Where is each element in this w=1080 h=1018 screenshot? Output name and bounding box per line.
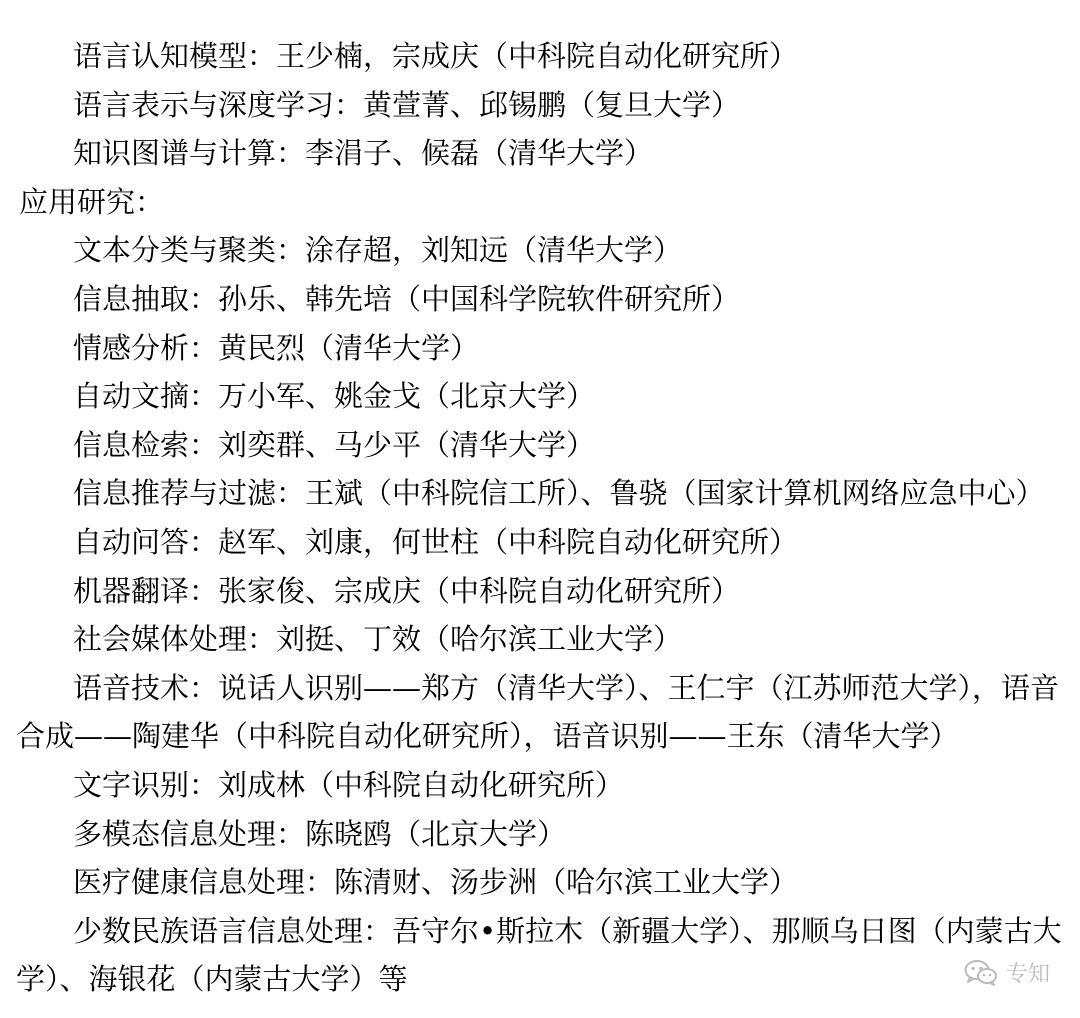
list-item-text-classification: 文本分类与聚类：涂存超，刘知远（清华大学）	[73, 233, 683, 268]
list-item-information-extraction: 信息抽取：孙乐、韩先培（中国科学院软件研究所）	[73, 281, 741, 316]
watermark-text: 专知	[1005, 962, 1050, 987]
list-item-character-recognition: 文字识别：刘成林（中科院自动化研究所）	[73, 767, 625, 802]
list-item-social-media: 社会媒体处理：刘挺、丁效（哈尔滨工业大学）	[73, 622, 683, 657]
list-item-minority-languages: 少数民族语言信息处理：吾守尔•斯拉木（新疆大学）、那顺乌日图（内蒙古大	[73, 913, 1062, 948]
list-item-multimodal: 多模态信息处理：陈晓鸥（北京大学）	[73, 816, 567, 851]
list-item-machine-translation: 机器翻译：张家俊、宗成庆（中科院自动化研究所）	[73, 573, 741, 608]
list-item-speech-technology-continued: 合成——陶建华（中科院自动化研究所），语音识别——王东（清华大学）	[16, 719, 959, 754]
list-item-sentiment-analysis: 情感分析：黄民烈（清华大学）	[73, 330, 480, 365]
list-item-knowledge-graph: 知识图谱与计算：李涓子、候磊（清华大学）	[73, 136, 654, 171]
list-item-recommendation: 信息推荐与过滤：王斌（中科院信工所）、鲁骁（国家计算机网络应急中心）	[73, 476, 1045, 511]
list-item-minority-languages-continued: 学）、海银花（内蒙古大学）等	[16, 962, 408, 997]
list-item-language-cognition: 语言认知模型：王少楠，宗成庆（中科院自动化研究所）	[73, 39, 799, 73]
list-item-speech-technology: 语音技术：说话人识别——郑方（清华大学）、王仁宇（江苏师范大学），语音	[73, 670, 1060, 705]
list-item-representation-deep-learning: 语言表示与深度学习：黄萱菁、邱锡鹏（复旦大学）	[73, 87, 741, 122]
document-body	[0, 32, 1080, 1004]
wechat-icon	[964, 959, 998, 987]
list-item-medical-health: 医疗健康信息处理：陈清财、汤步洲（哈尔滨工业大学）	[73, 865, 799, 900]
watermark	[964, 957, 1050, 988]
section-heading-applied-research: 应用研究：	[19, 184, 165, 219]
list-item-summarization: 自动文摘：万小军、姚金戈（北京大学）	[73, 379, 596, 414]
list-item-information-retrieval: 信息检索：刘奕群、马少平（清华大学）	[73, 427, 596, 462]
list-item-question-answering: 自动问答：赵军、刘康，何世柱（中科院自动化研究所）	[73, 524, 799, 559]
